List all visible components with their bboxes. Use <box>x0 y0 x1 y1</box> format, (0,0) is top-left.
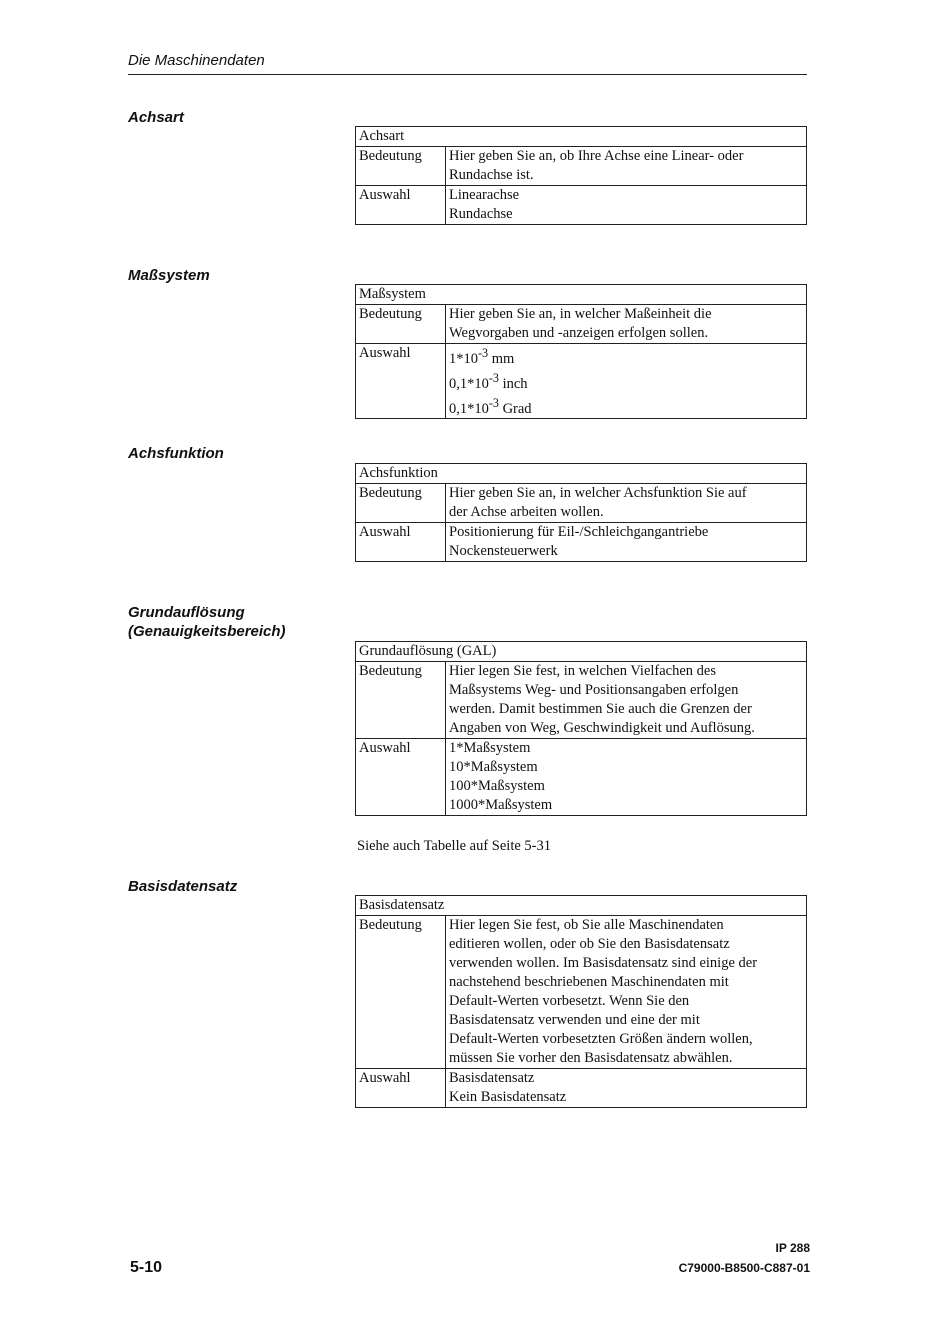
table-row <box>356 305 807 344</box>
text-line: müssen Sie vorher den Basisdatensatz abwählen. <box>449 1050 733 1066</box>
table-row <box>356 523 807 562</box>
option-line: Rundachse <box>449 206 513 222</box>
row-label: Bedeutung <box>356 916 446 1069</box>
text-line: editieren wollen, oder ob Sie den Basisdatensatz <box>449 936 730 952</box>
text-line: Angaben von Weg, Geschwindigkeit und Auflösung. <box>449 720 755 736</box>
row-label: Bedeutung <box>356 147 446 186</box>
option-unit: Grad <box>502 400 532 417</box>
row-value <box>446 305 807 344</box>
text-line: Default-Werten vorbesetzt. Wenn Sie den <box>449 993 690 1009</box>
section-heading-grundaufloesung <box>128 603 286 641</box>
text-line: Maßsystems Weg- und Positionsangaben erfolgen <box>449 682 739 698</box>
option-line: 100*Maßsystem <box>449 778 545 794</box>
row-label: Bedeutung <box>356 305 446 344</box>
page-number: 5-10 <box>130 1259 163 1276</box>
option-exponent: -3 <box>488 395 499 410</box>
option-line: Nockensteuerwerk <box>449 543 558 559</box>
table-row <box>356 285 807 305</box>
section-heading-achsart: Achsart <box>128 109 184 126</box>
option-unit: mm <box>491 350 515 367</box>
table-row <box>356 186 807 225</box>
table-row <box>356 147 807 186</box>
section-heading-masssystem: Maßsystem <box>128 267 210 284</box>
row-value <box>446 739 807 816</box>
option-line: 1*Maßsystem <box>449 740 531 756</box>
text-line: nachstehend beschriebenen Maschinendaten mit <box>449 974 729 990</box>
option-line: Basisdatensatz <box>449 1070 535 1086</box>
table-basisdatensatz <box>355 895 807 1108</box>
table-row <box>356 464 807 484</box>
text-line: Rundachse ist. <box>449 167 534 183</box>
option-line: Linearachse <box>449 187 520 203</box>
table-row <box>356 484 807 523</box>
row-value <box>446 523 807 562</box>
table-row <box>356 344 807 419</box>
row-value <box>446 344 807 419</box>
text-line: Hier geben Sie an, in welcher Achsfunktion Sie auf <box>449 485 747 501</box>
table-row <box>356 1069 807 1108</box>
product-name: IP 288 <box>775 1241 810 1255</box>
option-exponent: -3 <box>488 370 499 385</box>
option-line: 10*Maßsystem <box>449 759 538 775</box>
section-heading-basisdatensatz: Basisdatensatz <box>128 878 238 895</box>
table-grundaufloesung <box>355 641 807 816</box>
section-heading-achsfunktion: Achsfunktion <box>128 445 224 462</box>
row-label: Auswahl <box>356 523 446 562</box>
table-row <box>356 642 807 662</box>
text-line: Wegvorgaben und -anzeigen erfolgen sollen. <box>449 325 709 341</box>
table-masssystem <box>355 284 807 419</box>
header-rule <box>128 74 807 75</box>
text-line: der Achse arbeiten wollen. <box>449 504 604 520</box>
row-label: Bedeutung <box>356 484 446 523</box>
row-label: Auswahl <box>356 186 446 225</box>
running-header: Die Maschinendaten <box>128 52 265 69</box>
row-value <box>446 662 807 739</box>
option-exponent: -3 <box>478 346 489 360</box>
text-line: Default-Werten vorbesetzten Größen ändern wollen, <box>449 1031 753 1047</box>
heading-line: Grundauflösung <box>128 604 245 621</box>
table-title: Basisdatensatz <box>356 896 807 916</box>
table-achsart <box>355 126 807 225</box>
text-line: Basisdatensatz verwenden und eine der mit <box>449 1012 700 1028</box>
text-line: Hier geben Sie an, in welcher Maßeinheit die <box>449 306 712 322</box>
text-line: Hier legen Sie fest, in welchen Vielfachen des <box>449 663 717 679</box>
option-line: 1000*Maßsystem <box>449 797 553 813</box>
table-row <box>356 916 807 1069</box>
row-label: Auswahl <box>356 344 446 419</box>
text-line: verwenden wollen. Im Basisdatensatz sind einige der <box>449 955 758 971</box>
row-label: Bedeutung <box>356 662 446 739</box>
table-title: Achsfunktion <box>356 464 807 484</box>
table-row <box>356 662 807 739</box>
row-value <box>446 1069 807 1108</box>
heading-line: (Genauigkeitsbereich) <box>128 623 286 640</box>
row-value <box>446 484 807 523</box>
option-base: 0,1*10 <box>449 375 489 392</box>
option-line <box>449 369 803 394</box>
table-row <box>356 127 807 147</box>
option-base: 0,1*10 <box>449 400 489 417</box>
option-line <box>449 344 803 369</box>
option-line: Kein Basisdatensatz <box>449 1089 567 1105</box>
row-value <box>446 147 807 186</box>
row-value <box>446 916 807 1069</box>
option-unit: inch <box>502 375 528 392</box>
table-row <box>356 896 807 916</box>
cross-reference-note: Siehe auch Tabelle auf Seite 5-31 <box>357 838 551 854</box>
table-title: Achsart <box>356 127 807 147</box>
text-line: Hier legen Sie fest, ob Sie alle Maschinendaten <box>449 917 724 933</box>
option-base: 1*10 <box>449 350 478 367</box>
table-achsfunktion <box>355 463 807 562</box>
option-line: Positionierung für Eil-/Schleichgangantriebe <box>449 524 709 540</box>
table-row <box>356 739 807 816</box>
text-line: werden. Damit bestimmen Sie auch die Grenzen der <box>449 701 752 717</box>
row-value <box>446 186 807 225</box>
row-label: Auswahl <box>356 739 446 816</box>
option-line <box>449 394 803 419</box>
order-number: C79000-B8500-C887-01 <box>678 1261 810 1275</box>
row-label: Auswahl <box>356 1069 446 1108</box>
text-line: Hier geben Sie an, ob Ihre Achse eine Linear- oder <box>449 148 744 164</box>
table-title: Maßsystem <box>356 285 807 305</box>
table-title: Grundauflösung (GAL) <box>356 642 807 662</box>
